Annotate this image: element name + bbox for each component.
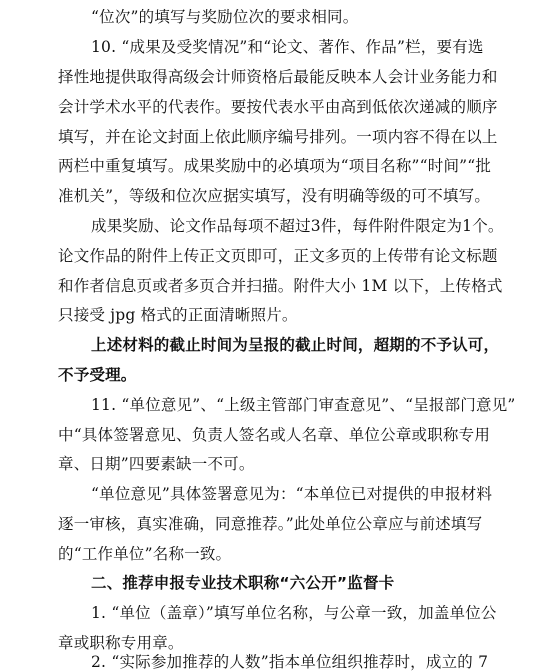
text-line-2: 10. “成果及受奖情况”和“论文、著作、作品”栏，要有选 (91, 38, 484, 56)
text-line-17: “单位意见”具体签署意见为：“本单位已对提供的申报材料 (91, 485, 493, 503)
text-line-1: “位次”的填写与奖励位次的要求相同。 (91, 8, 359, 26)
text-line-8: 成果奖励、论文作品每项不超过3件，每件附件限定为1个。 (91, 217, 504, 235)
text-line-7: 准机关”，等级和位次应据实填写，没有明确等级的可不填写。 (58, 187, 491, 205)
text-line-10: 和作者信息页或者多页合并扫描。附件大小 1M 以下，上传格式 (58, 277, 503, 295)
text-line-6: 两栏中重复填写。成果奖励中的必填项为“项目名称”“时间”“批 (58, 157, 492, 175)
text-line-18: 逐一审核，真实准确，同意推荐。”此处单位公章应与前述填写 (58, 515, 483, 533)
text-line-13-bold: 不予受理。 (58, 366, 137, 384)
text-line-5: 填写，并在论文封面上依此顺序编号排列。一项内容不得在以上 (58, 128, 498, 146)
text-line-15: 中“具体签署意见、负责人签名或人名章、单位公章或职称专用 (58, 426, 491, 444)
text-line-3: 择性地提供取得高级会计师资格后最能反映本人会计业务能力和 (58, 68, 498, 86)
text-line-19: 的“工作单位”名称一致。 (58, 545, 232, 563)
text-line-16: 章、日期”四要素缺一不可。 (58, 455, 255, 473)
text-line-11: 只接受 jpg 格式的正面清晰照片。 (58, 306, 298, 324)
text-line-14: 11. “单位意见”、“上级主管部门审查意见”、“呈报部门意见” (91, 396, 516, 414)
text-line-4: 会计学术水平的代表作。要按代表水平由高到低依次递减的顺序 (58, 98, 498, 116)
section-heading: 二、推荐申报专业技术职称“六公开”监督卡 (91, 574, 395, 592)
text-line-9: 论文作品的附件上传正文页即可，正文多页的上传带有论文标题 (58, 247, 498, 265)
text-line-22: 章或职称专用章。 (58, 634, 184, 652)
text-line-21: 1. “单位（盖章）”填写单位名称，与公章一致，加盖单位公 (91, 604, 497, 622)
text-line-23: 2. “实际参加推荐的人数”指本单位组织推荐时，成立的 7 (91, 653, 489, 671)
text-line-12-bold: 上述材料的截止时间为呈报的截止时间，超期的不予认可， (91, 336, 500, 354)
